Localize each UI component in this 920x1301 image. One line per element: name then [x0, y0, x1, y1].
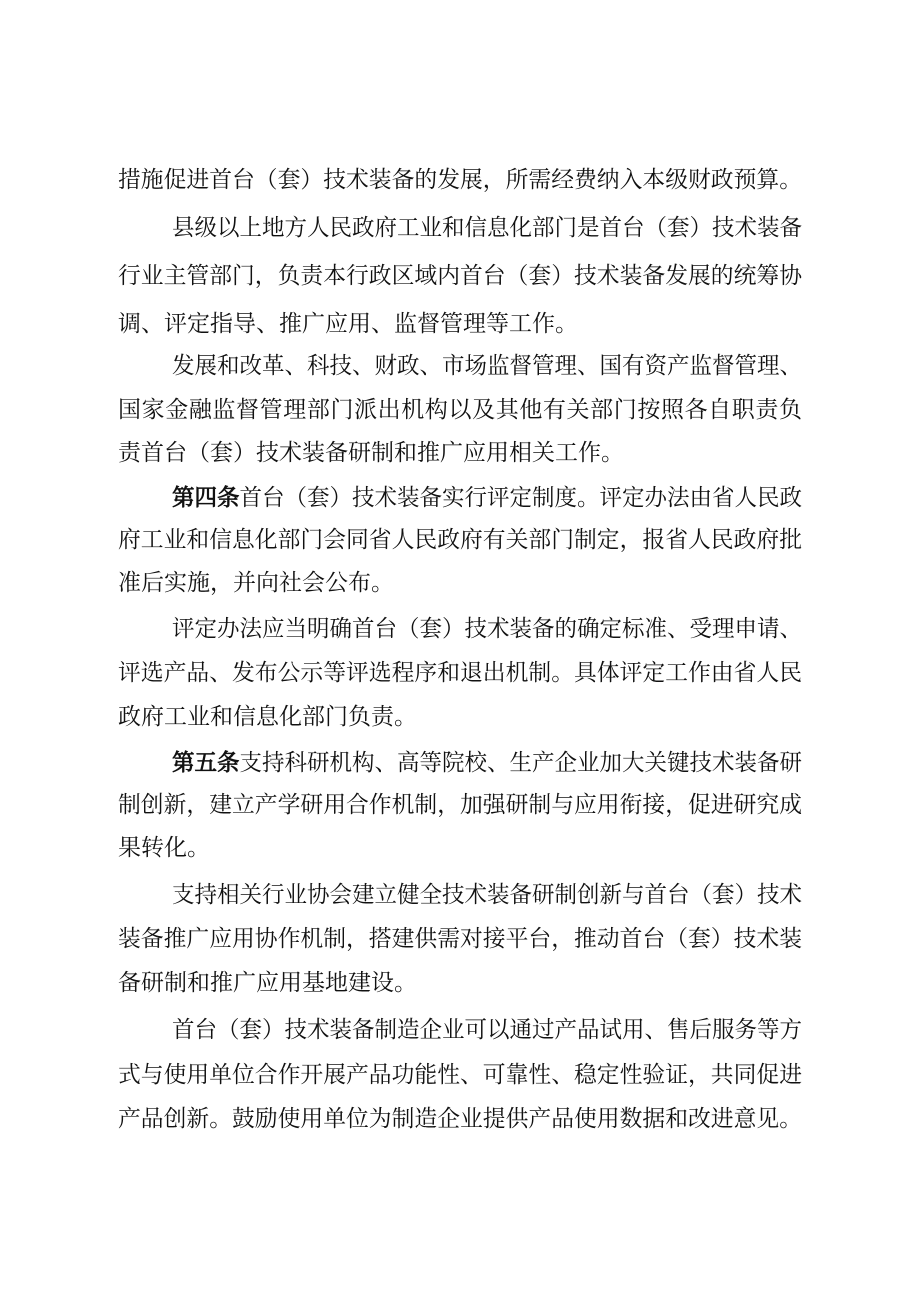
text-line: 政府工业和信息化部门负责。	[118, 704, 417, 730]
text-line: 行业主管部门，负责本行政区域内首台（套）技术装备发展的统筹协	[118, 263, 802, 289]
text-line: 责首台（套）技术装备研制和推广应用相关工作。	[118, 440, 624, 466]
article-text: 支持科研机构、高等院校、生产企业加大关键技术装备研	[239, 750, 803, 776]
text-line: 产品创新。鼓励使用单位为制造企业提供产品使用数据和改进意见。	[118, 1106, 802, 1132]
text-line: 评选产品、发布公示等评选程序和退出机制。具体评定工作由省人民	[118, 660, 802, 686]
text-line: 支持相关行业协会建立健全技术装备研制创新与首台（套）技术	[172, 882, 803, 908]
text-line: 调、评定指导、推广应用、监督管理等工作。	[118, 311, 578, 337]
article-number: 第五条	[172, 750, 240, 776]
text-line: 评定办法应当明确首台（套）技术装备的确定标准、受理申请、	[172, 616, 803, 642]
text-line: 发展和改革、科技、财政、市场监督管理、国有资产监督管理、	[172, 353, 803, 379]
text-line: 府工业和信息化部门会同省人民政府有关部门制定，报省人民政府批	[118, 527, 802, 553]
text-line: 措施促进首台（套）技术装备的发展，所需经费纳入本级财政预算。	[118, 167, 802, 193]
text-line: 首台（套）技术装备制造企业可以通过产品试用、售后服务等方	[172, 1017, 803, 1043]
text-line: 准后实施，并向社会公布。	[118, 570, 394, 596]
article-text: 首台（套）技术装备实行评定制度。评定办法由省人民政	[239, 485, 803, 511]
article-number: 第四条	[172, 485, 240, 511]
text-line	[172, 483, 802, 513]
text-line: 式与使用单位合作开展产品功能性、可靠性、稳定性验证，共同促进	[118, 1062, 802, 1088]
text-line: 装备推广应用协作机制，搭建供需对接平台，推动首台（套）技术装	[118, 926, 802, 952]
text-line: 果转化。	[118, 835, 210, 861]
text-line: 县级以上地方人民政府工业和信息化部门是首台（套）技术装备	[172, 215, 803, 241]
text-line: 备研制和推广应用基地建设。	[118, 970, 417, 996]
text-line: 制创新，建立产学研用合作机制，加强研制与应用衔接，促进研究成	[118, 792, 802, 818]
text-line	[172, 748, 802, 778]
text-line: 国家金融监督管理部门派出机构以及其他有关部门按照各自职责负	[118, 397, 803, 423]
